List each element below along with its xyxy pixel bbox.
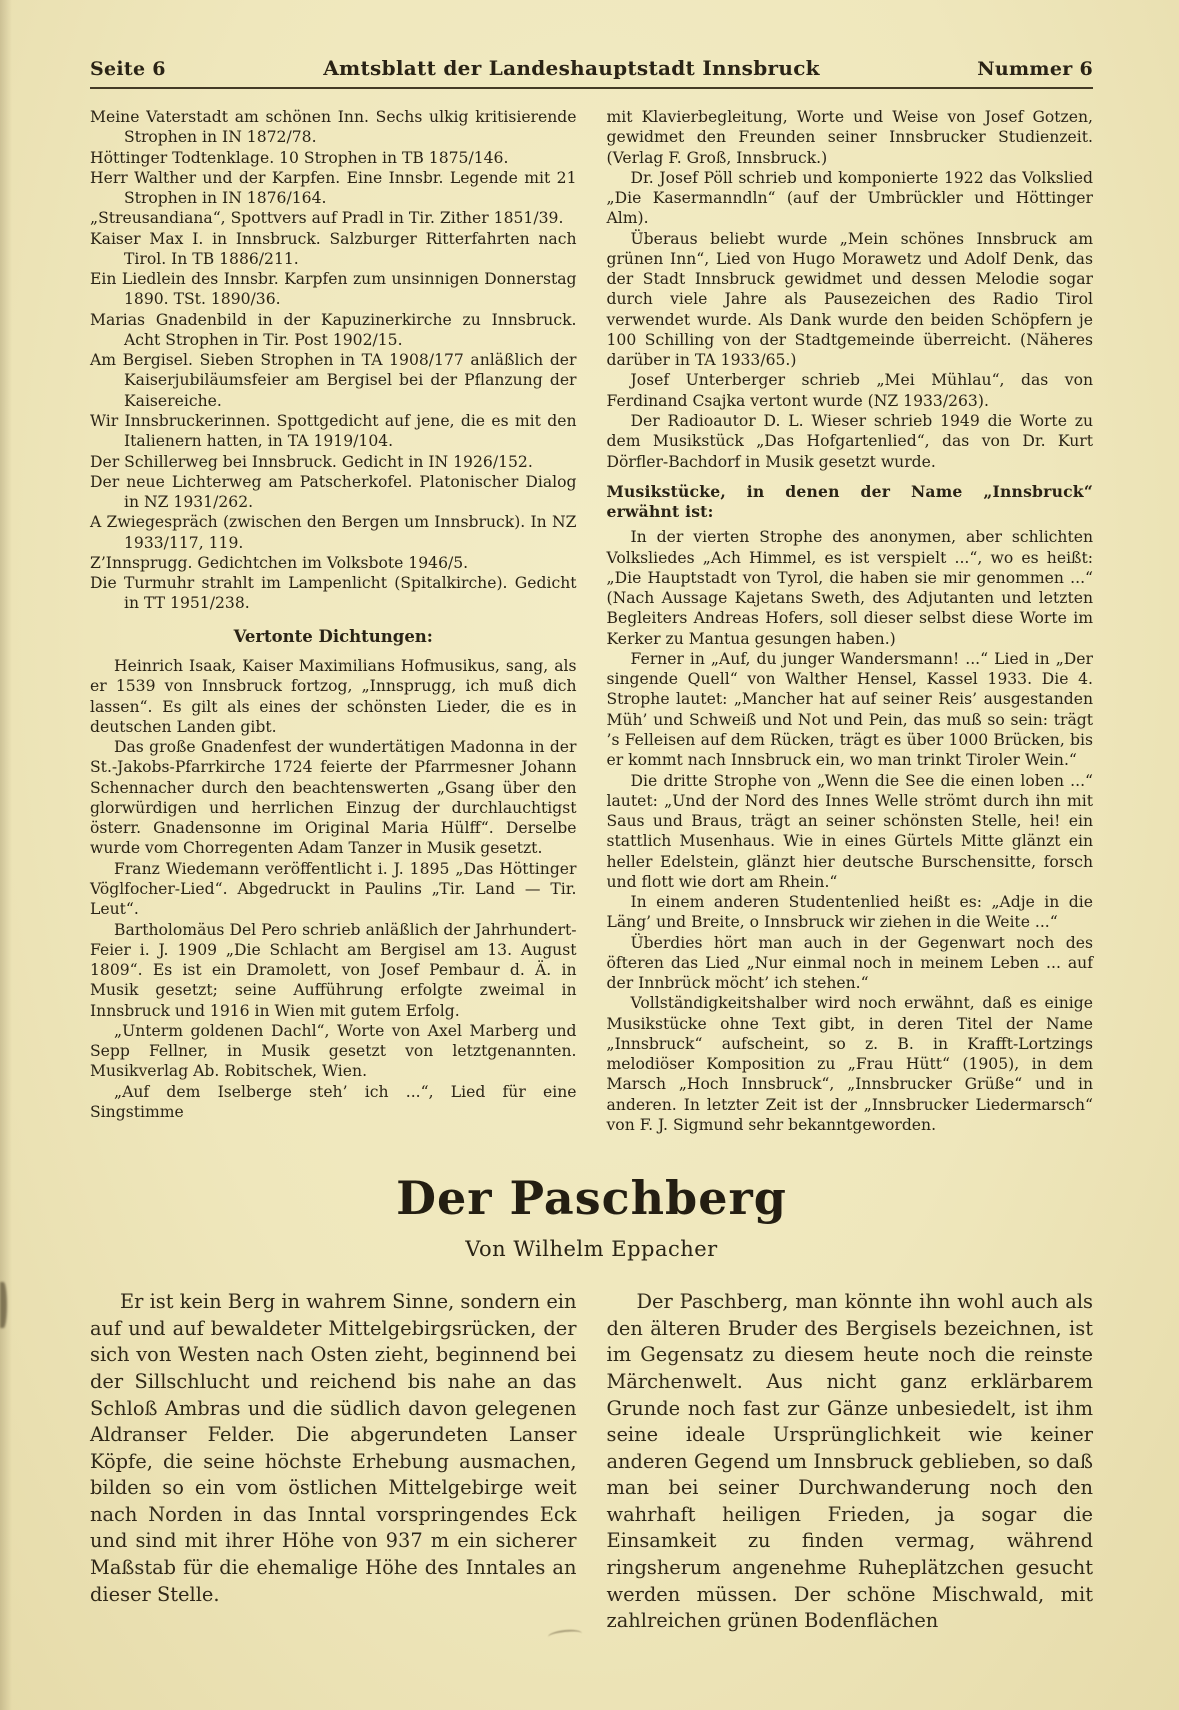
vertonte-paragraph-list <box>90 656 577 1122</box>
continuation-paragraph: mit Klavierbegleitung, Worte und Weise von Josef Gotzen, gewidmet den Freunden seiner Innsbrucker Studienzeit. (Verlag F. Groß, Innsbruck.) <box>606 108 1093 167</box>
paragraph: „Streusandiana“, Spottvers auf Pradl in Tir. Zither 1851/39. <box>90 209 564 228</box>
paragraph: Er ist kein Berg in wahrem Sinne, sondern ein auf und auf bewaldeter Mittelgebirgsrücken, der sich von Westen nach Osten zieht, beginnend bei der Sillschlucht und reichend bis nahe an das Schloß Ambras und die südlich davon gelegenen Aldranser Felder. Die abgerundeten Lanser Köpfe, die seine höchste Erhebung ausmachen, bilden so ein vom östlichen Mittelgebirge weit nach Norden in das Inntal vorspringendes Eck und sind mit ihrer Höhe von 937 m ein sicherer Maßstab für die ehemalige Höhe des Inntales an dieser Stelle. <box>90 1290 577 1606</box>
paschberg-right-column <box>607 1289 1094 1635</box>
paragraph: Der Radioautor D. L. Wieser schrieb 1949 die Worte zu dem Musikstück „Das Hofgartenlied“, das von Dr. Kurt Dörfler-Bachdorf in Musik gesetzt wurde. <box>606 411 1093 471</box>
paschberg-columns <box>90 1289 1093 1635</box>
paragraph: Marias Gnadenbild in der Kapuzinerkirche zu Innsbruck. Acht Strophen in Tir. Post 1902/15. <box>90 310 577 349</box>
songs-left-column <box>90 107 577 1135</box>
paragraph: Am Bergisel. Sieben Strophen in TA 1908/177 anläßlich der Kaiserjubiläumsfeier am Bergisel bei der Pflanzung der Kaisereiche. <box>90 351 577 410</box>
paragraph: „Auf dem Iselberge steh’ ich ...“, Lied für eine Singstimme <box>90 1082 577 1121</box>
issue-number: Nummer 6 <box>977 58 1093 80</box>
article-title: Der Paschberg <box>396 1171 787 1226</box>
article-byline: Von Wilhelm Eppacher <box>465 1237 718 1262</box>
paragraph: Dr. Josef Pöll schrieb und komponierte 1922 das Volkslied „Die Kasermanndln“ (auf der Umbrückler und Höttinger Alm). <box>606 168 1093 228</box>
paragraph: Meine Vaterstadt am schönen Inn. Sechs ulkig kritisierende Strophen in IN 1872/78. <box>90 108 577 147</box>
songs-right-column <box>607 107 1094 1135</box>
songs-article <box>90 107 1093 1135</box>
paragraph: Die dritte Strophe von „Wenn die See die einen loben ...“ lautet: „Und der Nord des Innes Welle strömt durch ihn mit Saus und Braus, trägt an seiner schönsten Stelle, hei! ein stattlich Musenhaus. Wie in eines Gürtels Mitte glänzt ein heller Edelstein, glänzt hier deutsche Burschensitte, forsch und flott wie dort am Rhein.“ <box>606 771 1093 891</box>
paragraph: Höttinger Todtenklage. 10 Strophen in TB 1875/146. <box>90 148 509 167</box>
paragraph: Überaus beliebt wurde „Mein schönes Innsbruck am grünen Inn“, Lied von Hugo Morawetz und Adolf Denk, das der Stadt Innsbruck gewidmet und dessen Melodie sogar durch viele Jahre als Pausezeichen des Radio Tirol verwendet wurde. Als Dank wurde den beiden Schöpfern je 100 Schilling von der Stadtgemeinde überreicht. (Näheres darüber in TA 1933/65.) <box>606 229 1093 370</box>
paragraph: In der vierten Strophe des anonymen, aber schlichten Volksliedes „Ach Himmel, es ist verspielt ...“, wo es heißt: „Die Hauptstadt von Tyrol, die haben sie mir genommen ...“ (Nach Aussage Kajetans Sweth, des Adjutanten und letzten Begleiters Andreas Hofers, soll dieser selbst diese Worte im Kerker zu Mantua gesungen haben.) <box>606 528 1093 648</box>
paschberg-left-column <box>90 1289 577 1635</box>
paragraph: Herr Walther und der Karpfen. Eine Innsbr. Legende mit 21 Strophen in IN 1876/164. <box>90 168 577 208</box>
paragraph: Vollständigkeitshalber wird noch erwähnt, daß es einige Musikstücke ohne Text gibt, in deren Titel der Name „Innsbruck“ aufscheint, so z. B. in Krafft-Lortzings melodiöser Komposition zu „Frau Hütt“ (1905), in dem Marsch „Hoch Innsbruck“, „Innsbrucker Grüße“ und in anderen. In letzter Zeit ist der „Innsbrucker Liedermarsch“ von F. J. Sigmund sehr bekanntgeworden. <box>606 994 1093 1135</box>
paragraph: Josef Unterberger schrieb „Mei Mühlau“, das von Ferdinand Csajka vertont wurde (NZ 1933/263). <box>606 371 1093 410</box>
paragraph: Die Turmuhr strahlt im Lampenlicht (Spitalkirche). Gedicht in TT 1951/238. <box>90 574 577 613</box>
paragraph: Wir Innsbruckerinnen. Spottgedicht auf jene, die es mit den Italienern hatten, in TA 1919/104. <box>90 411 577 451</box>
paragraph: Ein Liedlein des Innsbr. Karpfen zum unsinnigen Donnerstag 1890. TSt. 1890/36. <box>90 270 577 309</box>
page-header <box>90 56 1093 80</box>
header-rule <box>90 87 1093 89</box>
section-heading-musikstuecke: Musikstücke, in denen der Name „Innsbruck“ erwähnt ist: <box>606 481 1093 522</box>
paragraph: A Zwiegespräch (zwischen den Bergen um Innsbruck). In NZ 1933/117, 119. <box>90 513 577 552</box>
paragraph: Der neue Lichterweg am Patscherkofel. Platonischer Dialog in NZ 1931/262. <box>90 472 577 512</box>
poem-entry-list <box>90 107 577 614</box>
page-number: Seite 6 <box>90 58 166 80</box>
paragraph: Kaiser Max I. in Innsbruck. Salzburger Ritterfahrten nach Tirol. In TB 1886/211. <box>90 229 577 268</box>
paragraph: Heinrich Isaak, Kaiser Maximilians Hofmusikus, sang, als er 1539 von Innsbruck fortzog, „Innsprugg, ich muß dich lassen“. Es gilt als eines der schönsten Lieder, die es in deutschen Landen gibt. <box>90 657 577 736</box>
paragraph: „Unterm goldenen Dachl“, Worte von Axel Marberg und Sepp Fellner, in Musik gesetzt von letztgenannten. Musikverlag Ab. Robitschek, Wien. <box>90 1021 577 1081</box>
composed-songs-paragraph-list <box>607 168 1094 472</box>
paragraph: Ferner in „Auf, du junger Wandersmann! ...“ Lied in „Der singende Quell“ von Walther Hensel, Kassel 1933. Die 4. Strophe lautet: „Mancher hat auf seiner Reis’ ausgestanden Müh’ und Schweiß und Not und Pein, das muß so sein: trägt ’s Felleisen auf dem Rücken, trägt es über 1000 Brücken, bis er kommt nach Innsbruck ein, wo man trinkt Tiroler Wein.“ <box>606 649 1093 770</box>
paragraph: In einem anderen Studentenlied heißt es: „Adje in die Läng’ und Breite, o Innsbruck wir ziehen in die Weite ...“ <box>606 893 1093 932</box>
paragraph: Der Paschberg, man könnte ihn wohl auch als den älteren Bruder des Bergisels bezeichnen, ist im Gegensatz zu diesem heute noch die reinste Märchenwelt. Aus nicht ganz erklärbarem Grunde noch fast zur Gänze unbesiedelt, ist ihm seine ideale Ursprünglichkeit wie keiner anderen Gegend um Innsbruck geblieben, so daß man bei seiner Durchwanderung noch den wahrhaft heiligen Frieden, ja sogar die Einsamkeit zu finden vermag, während ringsherum angenehme Ruheplätzchen gesucht werden müssen. Der schöne Mischwald, mit zahlreichen grünen Bodenflächen <box>606 1290 1093 1633</box>
paragraph: Das große Gnadenfest der wundertätigen Madonna in der St.-Jakobs-Pfarrkirche 1724 feierte der Pfarrmesner Johann Schennacher durch den beachtenswerten „Gsang über den glorwürdigen und herrlichen Einzug der durchlauchtigst österr. Gnadensonne im Original Maria Hülff“. Derselbe wurde vom Chorregenten Adam Tanzer in Musik gesetzt. <box>90 738 577 858</box>
paschberg-article <box>90 1171 1093 1635</box>
paragraph: Überdies hört man auch in der Gegenwart noch des öfteren das Lied „Nur einmal noch in meinem Leben ... auf der Innbrück möcht’ ich stehen.“ <box>606 933 1093 993</box>
musikstuecke-paragraph-list <box>607 527 1094 1135</box>
masthead-title: Amtsblatt der Landeshauptstadt Innsbruck <box>323 56 820 80</box>
paragraph: Der Schillerweg bei Innsbruck. Gedicht in IN 1926/152. <box>90 452 533 471</box>
paragraph: Bartholomäus Del Pero schrieb anläßlich der Jahrhundert-Feier i. J. 1909 „Die Schlacht am Bergisel am 13. August 1809“. Es ist ein Dramolett, von Josef Pembaur d. Ä. in Musik gesetzt; seine Aufführung erfolgte zweimal in Innsbruck und 1916 in Wien mit gutem Erfolg. <box>90 920 577 1020</box>
scan-edge-smudge <box>0 1282 7 1328</box>
section-heading-vertonte-dichtungen: Vertonte Dichtungen: <box>233 626 433 646</box>
paragraph: Z’Innsprugg. Gedichtchen im Volksbote 1946/5. <box>90 553 469 572</box>
paragraph: Franz Wiedemann veröffentlicht i. J. 1895 „Das Höttinger Vöglfocher-Lied“. Abgedruckt in Paulins „Tir. Land — Tir. Leut“. <box>90 859 577 919</box>
